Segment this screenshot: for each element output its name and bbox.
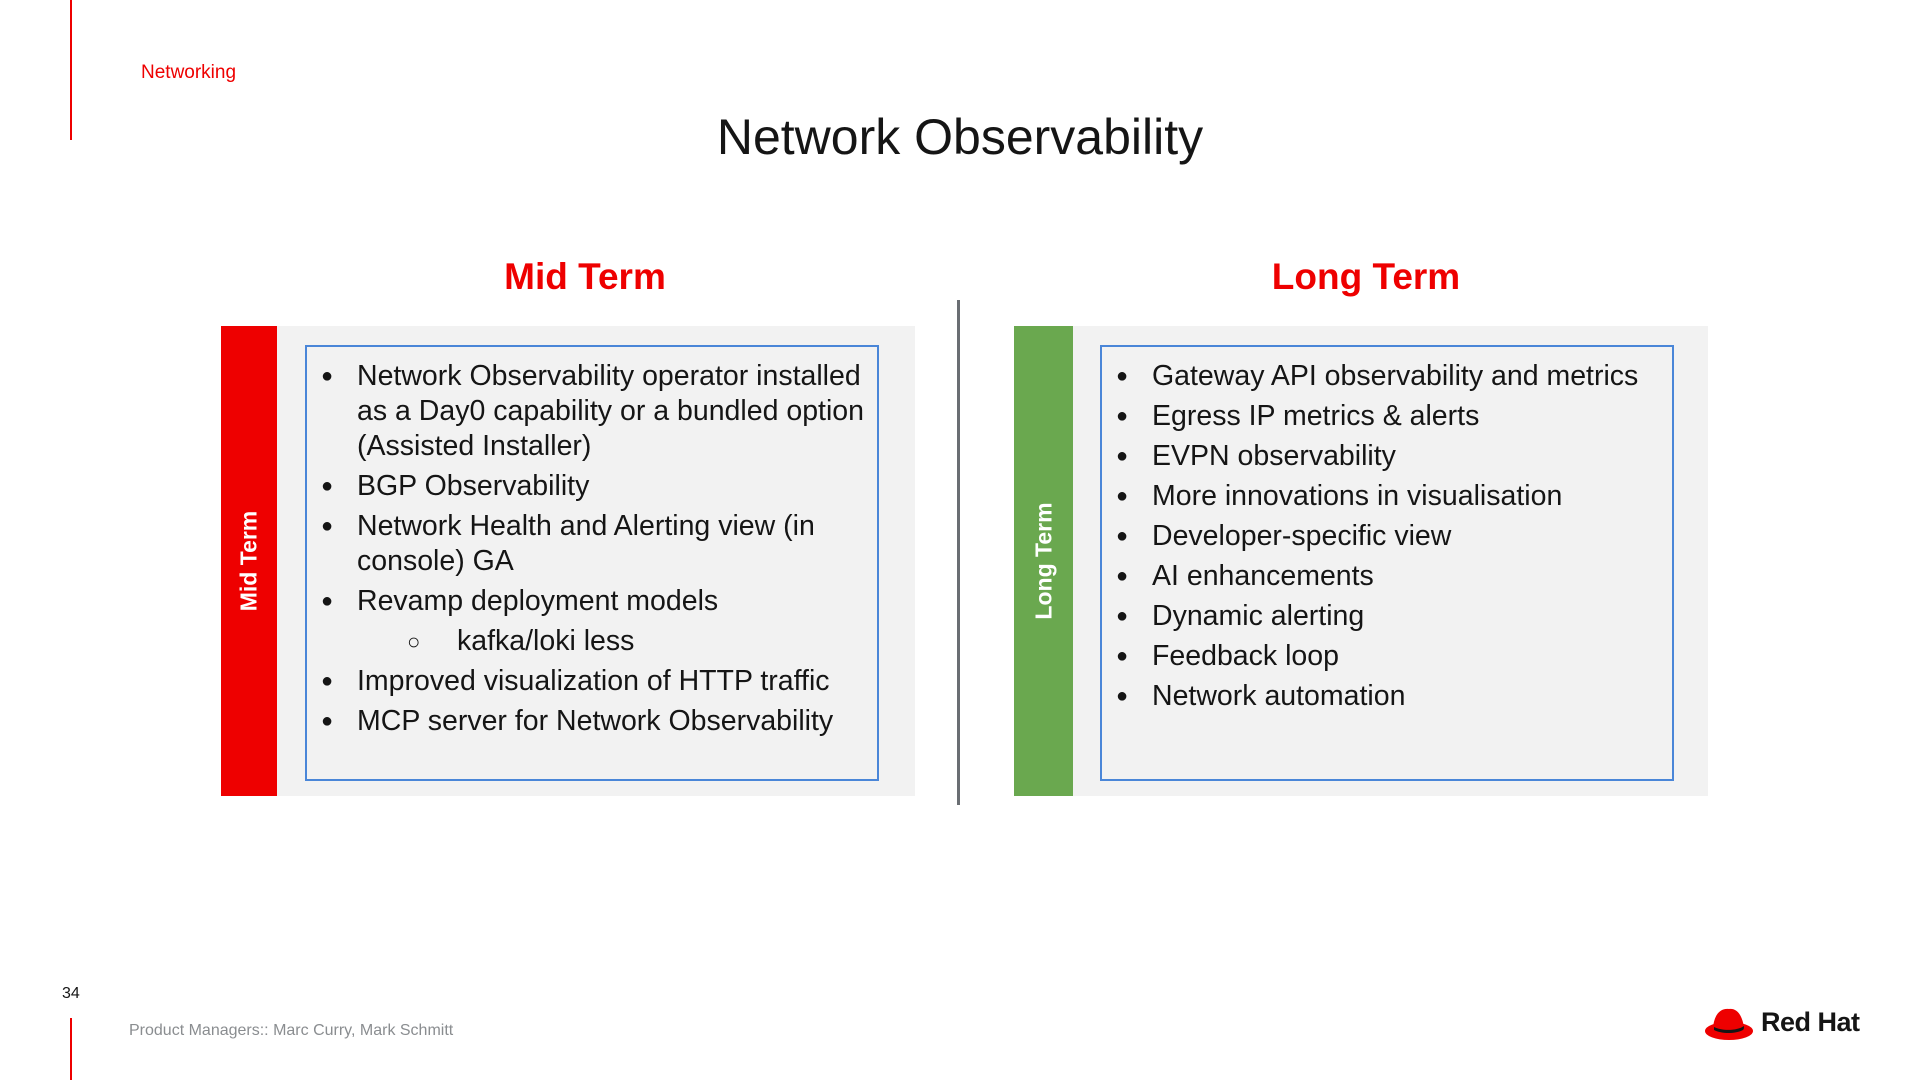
list-item: ● Network automation [1102, 679, 1672, 714]
mid-term-panel [221, 326, 915, 796]
long-term-side-bar [1014, 326, 1073, 796]
list-item: ● Egress IP metrics & alerts [1102, 399, 1672, 434]
logo-text: Red Hat [1761, 1007, 1860, 1037]
mid-term-side-label: Mid Term [235, 510, 262, 612]
list-item: ● EVPN observability [1102, 439, 1672, 474]
long-term-side-label: Long Term [1030, 502, 1056, 620]
accent-line-bottom [70, 1018, 72, 1080]
list-item: ● Dynamic alerting [1102, 599, 1672, 634]
list-item: ● Revamp deployment models [307, 584, 877, 619]
mid-term-side-bar [221, 326, 277, 796]
long-term-list-box [1100, 345, 1674, 781]
list-item: ● Network Observability operator installed as a Day0 capability or a bundled option (Assisted Installer) [307, 359, 877, 464]
column-divider [957, 300, 960, 805]
page-number: 34 [62, 985, 80, 1002]
list-item: ● Developer-specific view [1102, 519, 1672, 554]
page-title: Network Observability [716, 109, 1204, 165]
footer-credits: Product Managers:: Marc Curry, Mark Schmitt [129, 1022, 454, 1039]
section-label: Networking [141, 62, 237, 83]
sub-list-item: ○ kafka/loki less [307, 624, 877, 659]
red-hat-logo [1704, 1003, 1864, 1045]
list-item: ● MCP server for Network Observability [307, 704, 877, 739]
red-hat-logo-icon [1704, 1003, 1758, 1045]
long-term-heading: Long Term [1271, 256, 1461, 297]
long-term-panel [1014, 326, 1708, 796]
list-item: ● More innovations in visualisation [1102, 479, 1672, 514]
list-item: ● Feedback loop [1102, 639, 1672, 674]
mid-term-list [307, 359, 877, 744]
list-item: ● Gateway API observability and metrics [1102, 359, 1672, 394]
list-item: ● BGP Observability [307, 469, 877, 504]
mid-term-list-box [305, 345, 879, 781]
list-item: ● Network Health and Alerting view (in console) GA [307, 509, 877, 579]
list-item: ● AI enhancements [1102, 559, 1672, 594]
long-term-list [1102, 359, 1672, 719]
mid-term-heading: Mid Term [504, 256, 666, 297]
list-item: ● Improved visualization of HTTP traffic [307, 664, 877, 699]
